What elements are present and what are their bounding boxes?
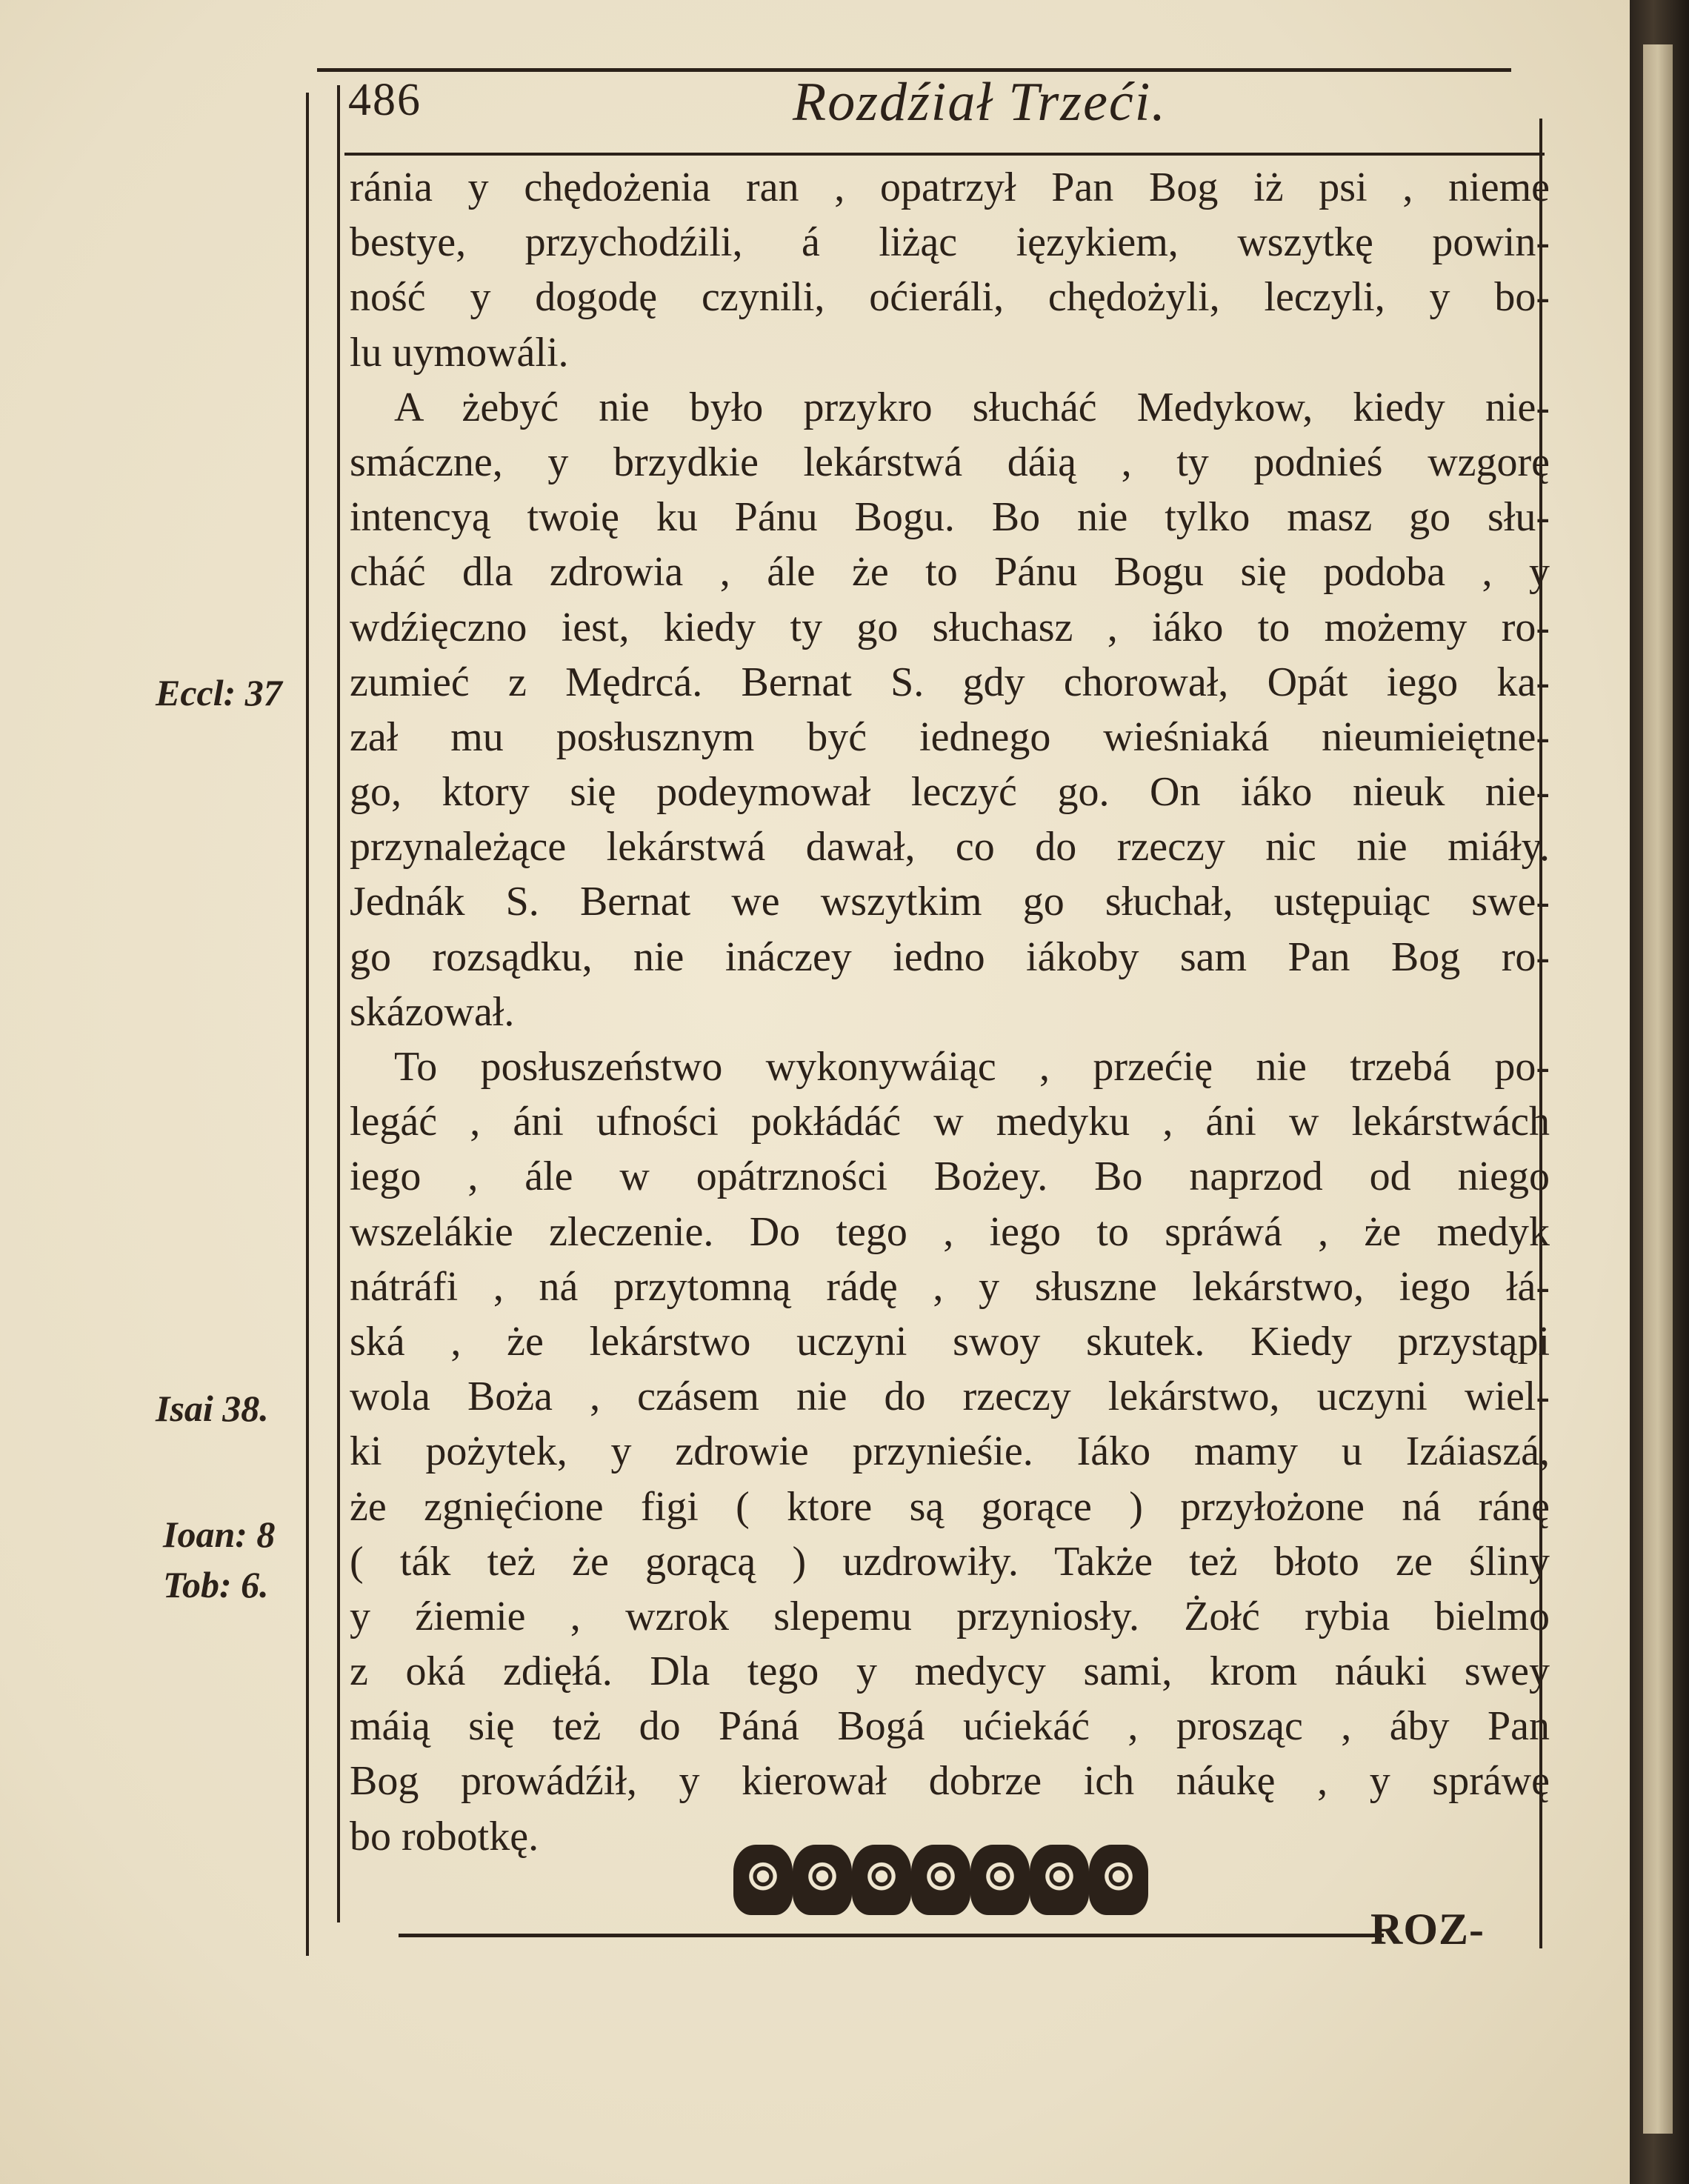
- text-line: ki pożytek, y zdrowie przynieśie. Iáko mamy u Izáiaszá,: [350, 1428, 1550, 1475]
- text-line: przynależące lekárstwá dawał, co do rzeczy nic nie miáły.: [350, 824, 1550, 870]
- text-line: go, ktory się podeymował leczyć go. On iáko nieuk nie-: [350, 769, 1550, 816]
- text-line: Bog prowádźił, y kierował dobrze ich náukę , y spráwę: [350, 1758, 1550, 1805]
- text-line: z oká zdięłá. Dla tego y medycy sami, krom náuki swey: [350, 1648, 1550, 1695]
- book-binding-edge: [1630, 0, 1689, 2184]
- text-line: A żebyć nie było przykro słucháć Medykow, kiedy nie-: [394, 384, 1550, 430]
- text-line: ránia y chędożenia ran , opatrzył Pan Bog iż psi , nieme: [350, 164, 1550, 210]
- margin-note-ioan: Ioan: 8: [163, 1514, 276, 1555]
- text-line: bestye, przychodźili, á liżąc ięzykiem, wszytkę powin-: [350, 219, 1550, 266]
- margin-notes: [141, 0, 319, 2184]
- left-rule-inner: [337, 85, 340, 1922]
- printers-ornament: [733, 1837, 1148, 1926]
- text-line: bo robotkę.: [350, 1813, 539, 1860]
- text-line: ność y dogodę czynili, oćieráli, chędożyli, leczyli, y bo-: [350, 274, 1550, 321]
- text-line: máią się też do Páná Bogá ućiekáć , prosząc , áby Pan: [350, 1703, 1550, 1750]
- ornament-piece: [970, 1845, 1030, 1915]
- text-line: zał mu posłusznym być iednego wieśniaká nieumieiętne-: [350, 713, 1550, 760]
- margin-note-eccl: Eccl: 37: [156, 672, 282, 713]
- text-line: iego , ále w opátrzności Bożey. Bo naprzod od niego: [350, 1153, 1550, 1200]
- text-line: Jednák S. Bernat we wszytkim go słuchał, ustępuiąc swe-: [350, 879, 1550, 925]
- text-line: ( ták też że gorącą ) uzdrowiły. Także też błoto ze śliny: [350, 1538, 1550, 1585]
- catchword: ROZ-: [1370, 1905, 1485, 1954]
- text-line: wszelákie zleczenie. Do tego , iego to spráwá , że medyk: [350, 1208, 1550, 1255]
- body-text: [350, 160, 1550, 1864]
- ornament-piece: [1089, 1845, 1148, 1915]
- next-page-edge: [1643, 44, 1673, 2134]
- ornament-piece: [1030, 1845, 1089, 1915]
- text-line: smáczne, y brzydkie lekárstwá dáią , ty podnieś wzgorę: [350, 439, 1550, 485]
- ornament-piece: [793, 1845, 852, 1915]
- text-line: cháć dla zdrowia , ále że to Pánu Bogu się podoba , y: [350, 549, 1550, 596]
- margin-note-tob: Tob: 6.: [163, 1564, 269, 1605]
- page-number: 486: [348, 75, 422, 125]
- text-line: wola Boża , czásem nie do rzeczy lekárstwo, uczyni wiel-: [350, 1374, 1550, 1420]
- text-line: To posłuszeństwo wykonywáiąc , przećię nie trzebá po-: [394, 1044, 1550, 1090]
- ornament-piece: [911, 1845, 970, 1915]
- ornament-piece: [733, 1845, 793, 1915]
- text-line: go rozsądku, nie ináczey iedno iákoby sam Pan Bog ro-: [350, 933, 1550, 980]
- running-head: [348, 74, 1519, 156]
- ornament-piece: [852, 1845, 911, 1915]
- text-line: że zgnięćione figi ( ktore są gorące ) przyłożone ná ránę: [350, 1483, 1550, 1530]
- text-line: skázował.: [350, 988, 515, 1035]
- text-line: nátráfi , ná przytomną rádę , y słuszne lekárstwo, iego łá-: [350, 1263, 1550, 1310]
- text-line: intencyą twoię ku Pánu Bogu. Bo nie tylko masz go słu-: [350, 494, 1550, 541]
- margin-note-isai: Isai 38.: [156, 1388, 269, 1429]
- running-title: Rozdźiał Trzeći.: [793, 72, 1167, 133]
- text-line: zumieć z Mędrcá. Bernat S. gdy chorował, Opát iego ka-: [350, 659, 1550, 705]
- text-line: ská , że lekárstwo uczyni swoy skutek. Kiedy przystąpi: [350, 1318, 1550, 1365]
- text-line: legáć , áni ufności pokłádáć w medyku , áni w lekárstwách: [350, 1099, 1550, 1145]
- bottom-rule: [399, 1934, 1384, 1937]
- text-line: y źiemie , wzrok slepemu przyniosły. Żołć rybia bielmo: [350, 1593, 1550, 1639]
- text-line: wdźięczno iest, kiedy ty go słuchasz , iáko to możemy ro-: [350, 604, 1550, 650]
- text-line: lu uymowáli.: [350, 329, 569, 376]
